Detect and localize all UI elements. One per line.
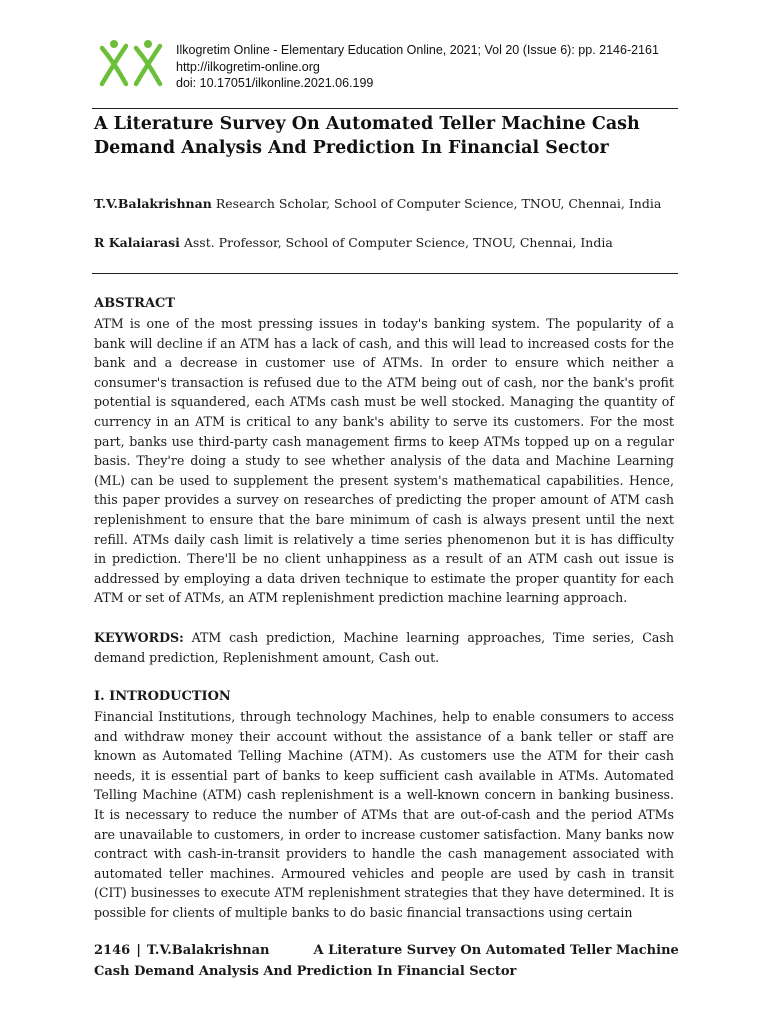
keywords-label: KEYWORDS: bbox=[94, 630, 184, 645]
footer-author: T.V.Balakrishnan bbox=[146, 943, 270, 958]
journal-header bbox=[96, 38, 680, 100]
abstract-heading: ABSTRACT bbox=[94, 296, 176, 311]
author-2 bbox=[94, 235, 613, 251]
author-affiliation: Asst. Professor, School of Computer Science, TNOU, Chennai, India bbox=[183, 235, 613, 250]
paper-title: A Literature Survey On Automated Teller Machine Cash Demand Analysis And Prediction In Financial Sector bbox=[94, 114, 640, 158]
footer-separator: | bbox=[136, 943, 141, 958]
page-number: 2146 bbox=[94, 943, 131, 958]
keywords-paragraph bbox=[94, 628, 674, 667]
authors-divider bbox=[92, 273, 678, 274]
author-name: R Kalaiarasi bbox=[94, 235, 180, 250]
header-divider bbox=[92, 108, 678, 109]
introduction-text: Financial Institutions, through technology Machines, help to enable consumers to access and withdraw money their account without the assistance of a bank teller or staff are known as Automated Telling Machine (ATM). As customers use the ATM for their cash needs, it is essential part of banks to keep sufficient cash available in ATMs. Automated Telling Machine (ATM) cash replenishment is a well-known concern in banking business. It is necessary to reduce the number of ATMs that are out-of-cash and the period ATMs are unavailable to customers, in order to increase customer satisfaction. Many banks now contract with cash-in-transit providers to handle the cash management associated with automated teller machines. Armoured vehicles and people are used by cash in transit (CIT) businesses to execute ATM replenishment strategies that they have determined. It is possible for clients of multiple banks to do basic financial transactions using certain bbox=[94, 709, 674, 920]
author-1 bbox=[94, 196, 661, 212]
journal-doi: doi: 10.17051/ilkonline.2021.06.199 bbox=[176, 76, 374, 90]
journal-url[interactable]: http://ilkogretim-online.org bbox=[176, 59, 320, 74]
abstract-text: ATM is one of the most pressing issues in today's banking system. The popularity of a bank will decline if an ATM has a lack of cash, and this will lead to increased costs for the bank and a decrease in customer use of ATMs. In order to ensure which neither a consumer's transaction is refused due to the ATM being out of cash, nor the bank's profit potential is squandered, each ATMs cash must be well stocked. Managing the quantity of currency in an ATM is critical to any bank's ability to serve its customers. For the most part, banks use third-party cash management firms to keep ATMs topped up on a regular basis. They're doing a study to see whether analysis of the data and Machine Learning (ML) can be used to supplement the present system's mathematical capabilities. Hence, this paper provides a survey on researches of predicting the proper amount of ATM cash replenishment to ensure that the bare minimum of cash is always present until the next refill. ATMs daily cash limit is relatively a time series phenomenon but it is has difficulty in prediction. There'll be no client unhappiness as a result of an ATM cash out issue is addressed by employing a data driven technique to estimate the proper quantity for each ATM or set of ATMs, an ATM replenishment prediction machine learning approach. bbox=[94, 316, 674, 606]
keywords-text: ATM cash prediction, Machine learning approaches, Time series, Cash demand prediction, Replenishment amount, Cash out. bbox=[94, 630, 674, 665]
journal-info bbox=[176, 42, 659, 92]
journal-citation: Ilkogretim Online - Elementary Education Online, 2021; Vol 20 (Issue 6): pp. 2146-2161 bbox=[176, 43, 659, 57]
ilkogretim-logo-icon bbox=[96, 38, 168, 90]
footer-title-line1: A Literature Survey On Automated Teller Machine bbox=[313, 943, 679, 958]
author-name: T.V.Balakrishnan bbox=[94, 196, 212, 211]
page-footer bbox=[94, 940, 679, 982]
footer-title-line2: Cash Demand Analysis And Prediction In Financial Sector bbox=[94, 964, 517, 979]
introduction-heading: I. INTRODUCTION bbox=[94, 689, 231, 704]
author-affiliation: Research Scholar, School of Computer Science, TNOU, Chennai, India bbox=[215, 196, 662, 211]
